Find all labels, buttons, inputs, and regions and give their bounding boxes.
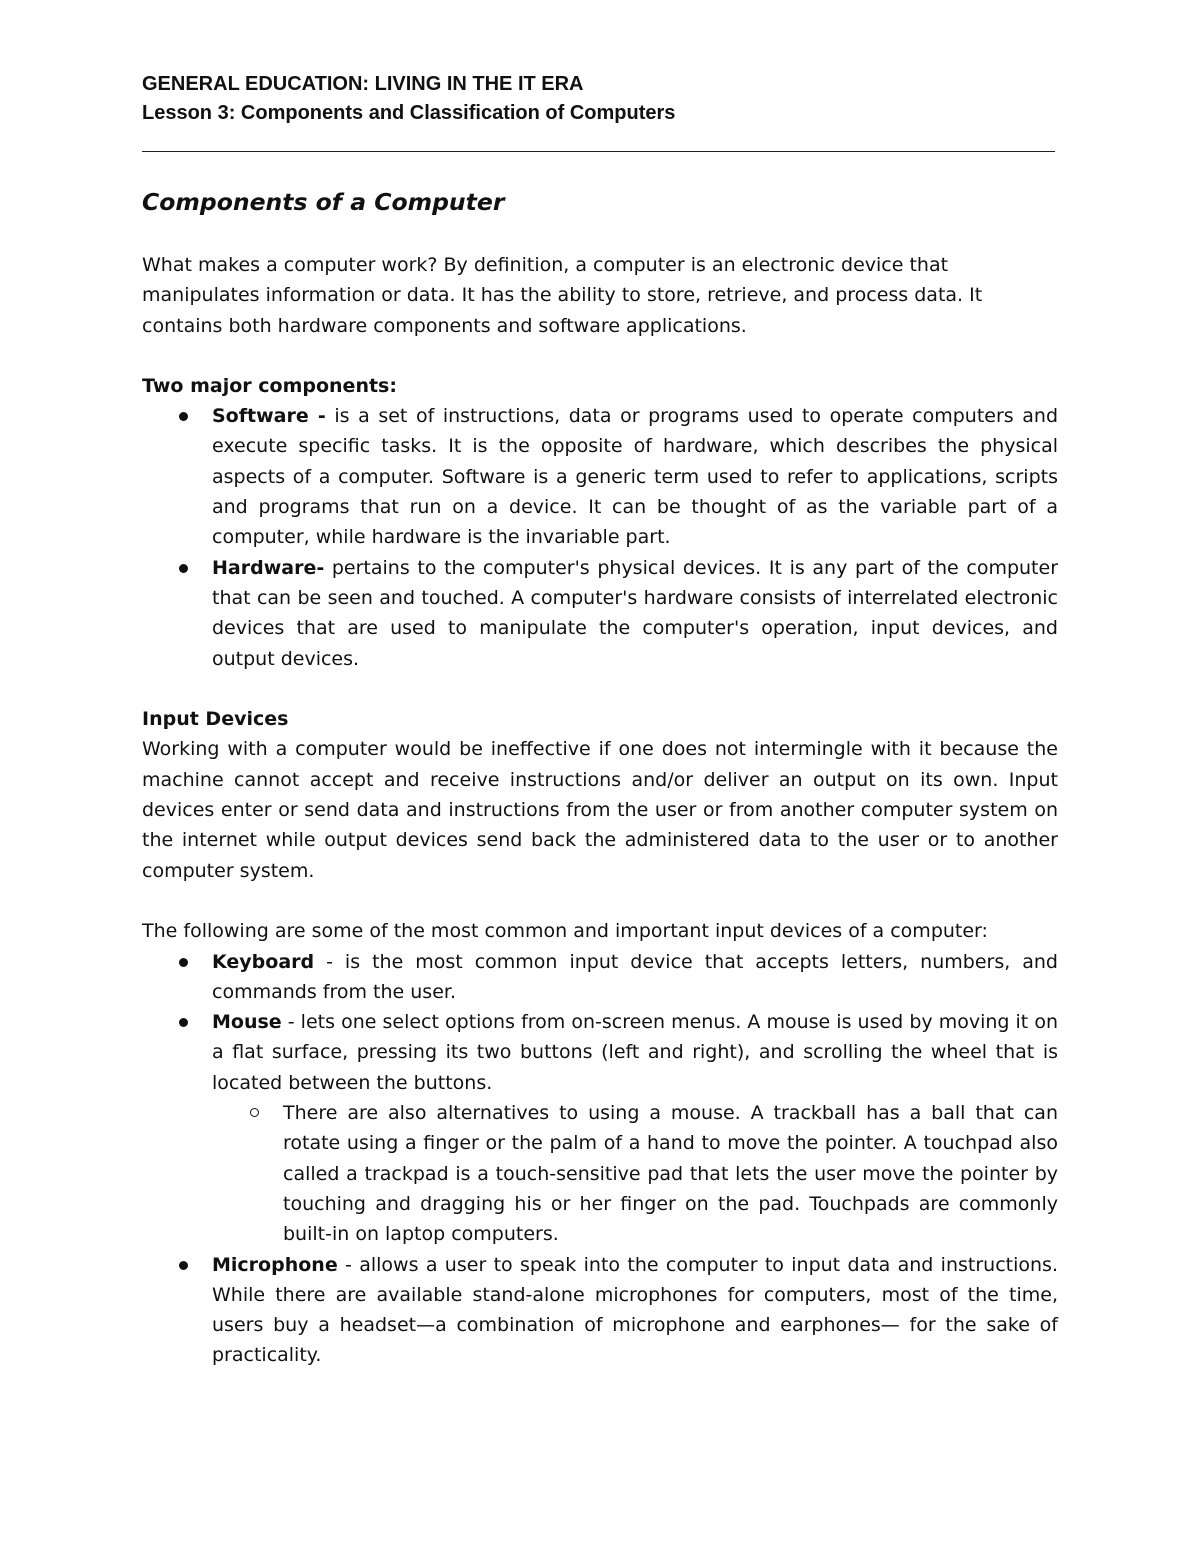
term-mouse: Mouse xyxy=(212,1011,282,1034)
list-item-keyboard xyxy=(212,947,1058,1008)
term-microphone: Microphone xyxy=(212,1253,338,1276)
term-keyboard: Keyboard xyxy=(212,950,315,973)
input-devices-lead: The following are some of the most common and important input devices of a computer: xyxy=(142,920,988,943)
list-item-software xyxy=(212,401,1058,552)
input-devices-list xyxy=(142,947,1058,1371)
course-title: GENERAL EDUCATION: LIVING IN THE IT ERA xyxy=(142,73,584,95)
intro-paragraph: What makes a computer work? By definition, a computer is an electronic device that manipulates information or data. It has the ability to store, retrieve, and process data. It contains both hardware components and software applications. xyxy=(142,254,983,337)
input-devices-paragraph: Working with a computer would be ineffective if one does not intermingle with it because the machine cannot accept and receive instructions and/or deliver an output on its own. Input devices enter or send data and instructions from the user or from another computer system on the internet while output devices send back the administered data to the user or to another computer system. xyxy=(142,738,1058,882)
list-item-hardware xyxy=(212,553,1058,674)
mouse-sublist xyxy=(212,1098,1058,1249)
bullet-icon xyxy=(179,958,188,967)
list-item-mouse xyxy=(212,1007,1058,1249)
definition-microphone: - allows a user to speak into the computer to input data and instructions. While there are available stand-alone microphones for computers, most of the time, users buy a headset—a combination of microphone and earphones— for the sake of practicality. xyxy=(212,1253,1058,1367)
bullet-icon xyxy=(179,1018,188,1027)
bullet-icon xyxy=(179,412,188,421)
definition-software: is a set of instructions, data or programs used to operate computers and execute specific tasks. It is the opposite of hardware, which describes the physical aspects of a computer. Software is a generic term used to refer to applications, scripts and programs that run on a device. It can be thought of as the variable part of a computer, while hardware is the invariable part. xyxy=(212,405,1059,549)
term-hardware: Hardware- xyxy=(212,556,325,579)
bullet-icon xyxy=(179,1261,188,1270)
list-item-microphone xyxy=(212,1250,1058,1371)
header-divider xyxy=(142,151,1055,152)
sublist-item-mouse-alternatives xyxy=(283,1098,1058,1249)
mouse-alternatives-text: There are also alternatives to using a mouse. A trackball has a ball that can rotate using a finger or the palm of a hand to move the pointer. A touchpad also called a trackpad is a touch-sensitive pad that lets the user move the pointer by touching and dragging his or her finger on the pad. Touchpads are commonly built-in on laptop computers. xyxy=(283,1102,1058,1246)
definition-mouse: - lets one select options from on-screen menus. A mouse is used by moving it on a flat surface, pressing its two buttons (left and right), and scrolling the wheel that is located between the buttons. xyxy=(212,1011,1058,1094)
major-components-heading: Two major components: xyxy=(142,374,397,397)
definition-keyboard: - is the most common input device that accepts letters, numbers, and commands from the user. xyxy=(212,950,1058,1003)
spacer xyxy=(142,886,1058,916)
term-software: Software - xyxy=(212,405,326,428)
lesson-title: Lesson 3: Components and Classification of Computers xyxy=(142,102,676,124)
definition-hardware: pertains to the computer's physical devices. It is any part of the computer that can be seen and touched. A computer's hardware consists of interrelated electronic devices that are used to manipulate the computer's operation, input devices, and output devices. xyxy=(212,556,1058,670)
spacer xyxy=(142,674,1058,704)
input-devices-heading: Input Devices xyxy=(142,708,289,731)
hollow-bullet-icon xyxy=(250,1108,259,1117)
bullet-icon xyxy=(179,564,188,573)
section-title: Components of a Computer xyxy=(142,188,505,216)
document-body xyxy=(142,184,1058,1371)
major-components-list xyxy=(142,401,1058,674)
